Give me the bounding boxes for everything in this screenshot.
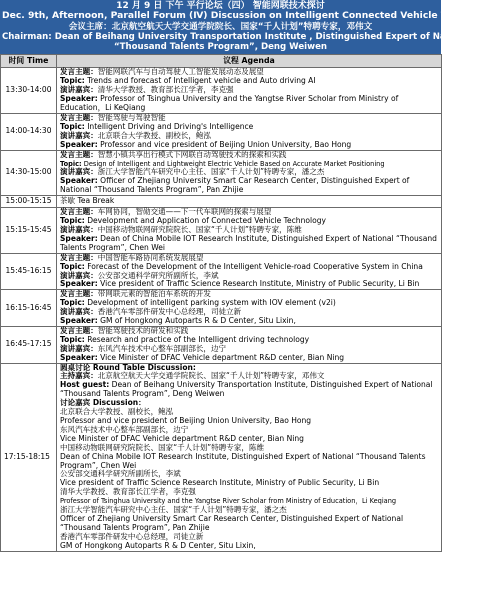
agenda-line-text: Research and practice of the Intelligent driving technology <box>84 334 310 344</box>
agenda-line-label: 圆桌讨论 Round Table Discussion: <box>60 362 196 372</box>
agenda-line-text: Professor of Tsinghua University and the Yangtse River Scholar from Ministry of Education，Li KeQiang <box>60 94 399 113</box>
agenda-line-text: Vice president of Traffic Science Research Institute, Ministry of Public Security, Li Bin <box>60 478 380 488</box>
agenda-line-label: Topic: <box>60 298 85 308</box>
agenda-line-text: 东风汽车技术中心整车部副部长，边宁 <box>97 343 227 353</box>
session-time: 13:30-14:00 <box>1 68 57 114</box>
agenda-line-label: 演讲嘉宾： <box>60 343 98 353</box>
agenda-line <box>60 141 439 150</box>
session-agenda <box>57 150 442 196</box>
agenda-line-label: Speaker: <box>60 316 98 326</box>
agenda-line-label: 演讲嘉宾： <box>60 307 98 317</box>
table-row <box>1 253 442 290</box>
agenda-line-label: Speaker: <box>60 94 98 104</box>
agenda-line-label: Topic: <box>60 216 85 226</box>
agenda-line-text: 香港汽车零部件研发中心总经理，司徒立新 <box>97 307 242 317</box>
agenda-line-text: 中国移动物联网研究院院长、国家“千人计划”特聘专家，陈维 <box>97 224 302 234</box>
agenda-line-label: 演讲嘉宾： <box>60 130 98 140</box>
agenda-line-label: Speaker: <box>60 279 98 289</box>
agenda-line-label: Speaker: <box>60 139 98 149</box>
session-agenda <box>57 290 442 327</box>
agenda-line-text: 智慧小镇共享出行模式下网联自动驾驶技术的探索和实践 <box>97 149 287 159</box>
agenda-line-text: Vice president of Traffic Science Research Institute, Ministry of Public Security, Li Bin <box>97 279 420 289</box>
agenda-line-label: Topic: <box>60 76 85 86</box>
agenda-line-text: Dean of Beihang University Transportation Institute, Distinguished Expert of National “Thousand Talents Program”, Deng Weiwen <box>60 380 433 399</box>
agenda-line-text: Dean of China Mobile IOT Research Institute, Distinguished Expert of National “Thousand Talents Program”, Chen Wei <box>60 451 426 470</box>
agenda-table <box>0 54 442 551</box>
agenda-line-label: 主持嘉宾： <box>60 371 98 381</box>
session-time: 15:15-15:45 <box>1 208 57 254</box>
agenda-line-label: 发言主题： <box>60 149 98 159</box>
agenda-line-text: 公安部交通科学研究所副所长，李斌 <box>60 469 181 479</box>
agenda-line <box>60 488 439 497</box>
agenda-line-text: 车网协同，智勋交通——下一代车联网的探索与展望 <box>97 207 272 217</box>
agenda-line-text: 东风汽车技术中心整车部副部长，边宁 <box>60 424 189 434</box>
agenda-line <box>60 235 439 253</box>
header-chairman-cn: 会议主席：北京航空航天大学交通学院院长、国家“千人计划”特聘专家，邓伟文 <box>68 21 373 32</box>
table-row <box>1 150 442 196</box>
table-row <box>1 196 442 208</box>
agenda-line-text: 浙江大学智能汽车研究中心主任、国家“千人计划”特聘专家，潘之杰 <box>60 505 287 515</box>
header-title-en: Dec. 9th, Afternoon, Parallel Forum (Ⅳ) Discussion on Intelligent Connected Vehicle Technology <box>2 10 499 22</box>
agenda-line-text: GM of Hongkong Autoparts R & D Center, Situ Lixin, <box>60 540 256 550</box>
agenda-line-label: 演讲嘉宾： <box>60 85 98 95</box>
agenda-line-text: 清华大学教授、教育部长江学者，李克强 <box>60 487 196 497</box>
agenda-line-text: Development of intelligent parking system with IOV element (v2i) <box>84 298 336 308</box>
agenda-line-text: Professor of Tsinghua University and the Yangtse River Scholar from Ministry of Education，Li Keqiang <box>60 497 397 506</box>
agenda-line-text: 中国移动物联网研究院院长、国家“千人计划”特聘专家，陈维 <box>60 442 265 452</box>
agenda-line-label: 发言主题： <box>60 113 98 123</box>
agenda-line <box>60 381 439 399</box>
agenda-line-text: 智能驾驶与驾驶智能 <box>97 113 166 123</box>
agenda-line-label: Host guest: <box>60 380 110 390</box>
agenda-line <box>60 151 439 160</box>
agenda-line-text: 智能网联汽车与自动驾驶人工智能发展动态及展望 <box>97 67 264 77</box>
agenda-line <box>60 197 439 206</box>
agenda-line-label: 发言主题： <box>60 252 98 262</box>
session-agenda <box>57 326 442 363</box>
agenda-line <box>60 317 439 326</box>
agenda-column-header: 议程 Agenda <box>57 55 442 68</box>
agenda-line-label: 发言主题： <box>60 67 98 77</box>
agenda-line-label: 演讲嘉宾： <box>60 224 98 234</box>
table-row <box>1 290 442 327</box>
agenda-line-label: Speaker: <box>60 352 98 362</box>
table-row <box>1 114 442 151</box>
session-time: 15:00-15:15 <box>1 196 57 208</box>
agenda-line-text: 香港汽车零部件研发中心总经理，司徒立新 <box>60 531 204 541</box>
session-time: 16:15-16:45 <box>1 290 57 327</box>
session-time: 16:45-17:15 <box>1 326 57 363</box>
agenda-line-text: 中国智能车路协同系统发展展望 <box>97 252 204 262</box>
agenda-line-text: Officer of Zhejiang University Smart Car Research Center, Distinguished Expert of National “Thousand Talents Program”, Pan Zhijie <box>60 176 410 195</box>
session-time: 15:45-16:15 <box>1 253 57 290</box>
agenda-line-label: 发言主题： <box>60 289 98 299</box>
table-row <box>1 208 442 254</box>
agenda-line-text: 清华大学教授、教育部长江学者，李克强 <box>97 85 234 95</box>
table-row <box>1 326 442 363</box>
session-agenda <box>57 114 442 151</box>
agenda-line-text: Professor and vice president of Beijing Union University, Bao Hong <box>60 416 312 426</box>
agenda-line-text: Trends and forecast of Intelligent vehicle and Auto driving AI <box>84 76 316 86</box>
agenda-line-text: 北京联合大学教授、副校长，鲍泓 <box>97 130 211 140</box>
agenda-line-text: Officer of Zhejiang University Smart Car Research Center, Distinguished Expert of National “Thousand Talents Program”, Pan Zhijie <box>60 513 404 532</box>
agenda-line <box>60 542 439 551</box>
session-agenda <box>57 363 442 551</box>
table-row <box>1 68 442 114</box>
agenda-line-text: Design of Intelligent and Lightweight Electric Vehicle Based on Accurate Market Positioning <box>81 159 385 168</box>
agenda-line <box>60 354 439 363</box>
agenda-line-text: 北京联合大学教授、副校长，鲍泓 <box>60 407 174 417</box>
agenda-line <box>60 95 439 113</box>
agenda-line-label: Topic: <box>60 121 85 131</box>
agenda-line-text: Professor and vice president of Beijing Union University, Bao Hong <box>97 139 352 149</box>
agenda-line-text: Intelligent Driving and Driving's Intelligence <box>84 121 254 131</box>
agenda-body <box>1 68 442 551</box>
agenda-line-label: 讨论嘉宾 Discussion： <box>60 398 146 408</box>
agenda-line <box>60 280 439 289</box>
forum-header <box>0 0 499 54</box>
agenda-line-label: 发言主题： <box>60 325 98 335</box>
agenda-line-text: Development and Application of Connected Vehicle Technology <box>84 216 326 226</box>
agenda-line <box>60 515 439 533</box>
agenda-line-text: Forecast of the Development of the Intelligent Vehicle-road Cooperative System in China <box>84 261 423 271</box>
session-agenda <box>57 68 442 114</box>
agenda-line-label: 演讲嘉宾： <box>60 270 98 280</box>
time-column-header: 时间 Time <box>1 55 57 68</box>
session-agenda <box>57 208 442 254</box>
header-chairman-en-cont: “Thousand Talents Program”, Deng Weiwen <box>113 42 328 53</box>
header-chairman-en: Chairman: Dean of Beihang University Transportation Institute , Distinguished Expert of National <box>2 31 474 42</box>
agenda-line-text: 茶歇 Tea Break <box>60 196 115 206</box>
session-agenda <box>57 196 442 208</box>
agenda-line-text: Dean of China Mobile IOT Research Institute, Distinguished Expert of National “Thousand Talents Program”, Chen Wei <box>60 233 437 252</box>
agenda-line-label: 发言主题： <box>60 207 98 217</box>
agenda-line-label: Speaker: <box>60 233 98 243</box>
agenda-line-text: GM of Hongkong Autoparts R & D Center, Situ Lixin, <box>97 316 296 326</box>
agenda-line-text: Vice Minister of DFAC Vehicle department R&D center, Bian Ning <box>60 433 304 443</box>
agenda-line-text: 北京航空航天大学交通学院院长、国家“千人计划”特聘专家，邓伟文 <box>97 371 325 381</box>
agenda-line-label: Topic: <box>60 334 85 344</box>
agenda-line-label: 演讲嘉宾： <box>60 167 98 177</box>
agenda-line-text: 智能驾驶技术的研发和实践 <box>97 325 189 335</box>
agenda-line-text: 浙江大学智能汽车研究中心主任、国家“千人计划”特聘专家，潘之杰 <box>97 167 325 177</box>
header-title-cn: 12 月 9 日 下午 平行论坛（四） 智能网联技术探讨 <box>116 1 325 11</box>
agenda-line <box>60 177 439 195</box>
session-time: 14:00-14:30 <box>1 114 57 151</box>
agenda-line <box>60 453 439 471</box>
agenda-line-text: Vice Minister of DFAC Vehicle department R&D center, Bian Ning <box>97 352 345 362</box>
session-agenda <box>57 253 442 290</box>
agenda-line-label: Topic: <box>60 159 82 168</box>
agenda-line-label: Speaker: <box>60 176 98 186</box>
session-time: 14:30-15:00 <box>1 150 57 196</box>
agenda-line-text: 公安部交通科学研究所副所长，李斌 <box>97 270 219 280</box>
table-row <box>1 363 442 551</box>
session-time: 17:15-18:15 <box>1 363 57 551</box>
agenda-line-text: 带网联元素的智能泊车系统的开发 <box>97 289 211 299</box>
agenda-line-label: Topic: <box>60 261 85 271</box>
